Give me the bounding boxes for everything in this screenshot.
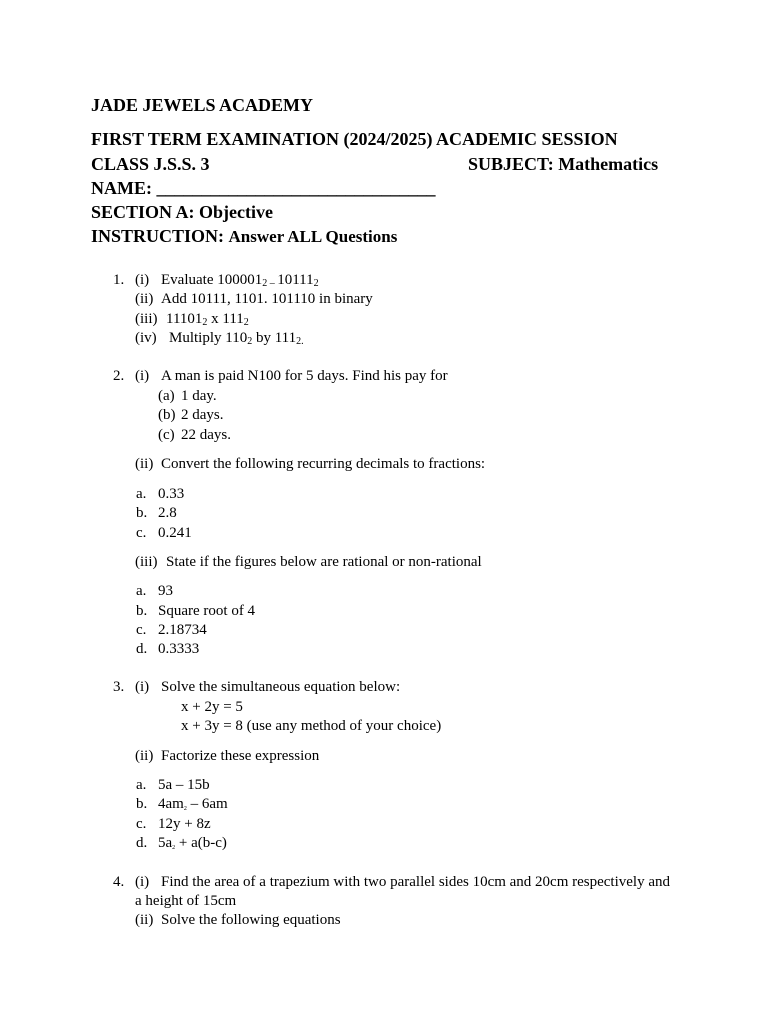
exam-title: FIRST TERM EXAMINATION (2024/2025) ACADEMIC SESSION bbox=[91, 129, 618, 149]
instruction-line bbox=[91, 226, 397, 247]
class-label: CLASS J.S.S. 3 bbox=[91, 154, 210, 174]
q2-i-c-label: (c) bbox=[158, 427, 175, 443]
q3-equation-1: x + 2y = 5 bbox=[181, 699, 243, 715]
q2-iii-d-text: 0.3333 bbox=[158, 641, 200, 657]
school-name: JADE JEWELS ACADEMY bbox=[91, 95, 314, 115]
q4-ii-text: Solve the following equations bbox=[161, 912, 341, 928]
q2-ii-b-text: 2.8 bbox=[158, 505, 177, 521]
q3-ii-b-text: $4am_2 - 6am$ bbox=[158, 796, 228, 812]
q2-i-label: (i) bbox=[135, 368, 150, 384]
q3-ii-a-label: a. bbox=[136, 777, 147, 793]
subject-value: Mathematics bbox=[558, 154, 659, 174]
q1-i-text: Evaluate $100001_2$ $_-$ $10111_2$ bbox=[161, 272, 319, 289]
q4-i-continued: a height of 15cm bbox=[135, 893, 237, 909]
q2-number: 2. bbox=[113, 368, 125, 384]
q4-ii-label: (ii) bbox=[135, 912, 154, 928]
name-line bbox=[91, 178, 436, 198]
q1-number: 1. bbox=[113, 272, 125, 288]
q2-ii-c-label: c. bbox=[136, 525, 147, 541]
q3-ii-b-label: b. bbox=[136, 796, 148, 812]
q2-iii-a-text: 93 bbox=[158, 583, 173, 599]
q2-iii-label: (iii) bbox=[135, 554, 158, 570]
q2-ii-text: Convert the following recurring decimals to fractions: bbox=[161, 456, 486, 472]
q2-i-a-text: 1 day. bbox=[181, 388, 217, 404]
q3-ii-c-text: 12y + 8z bbox=[158, 816, 211, 832]
name-blank: _______________________________ bbox=[156, 178, 436, 198]
q3-ii-text: Factorize these expression bbox=[161, 748, 320, 764]
q3-i-label: (i) bbox=[135, 679, 150, 695]
q2-iii-c-label: c. bbox=[136, 622, 147, 638]
q2-ii-b-label: b. bbox=[136, 505, 148, 521]
q3-ii-d-text: $5a_2 + a(b-c)$ bbox=[158, 835, 227, 851]
q4-number: 4. bbox=[113, 874, 125, 890]
q3-ii-a-text: 5a – 15b bbox=[158, 777, 210, 793]
q2-iii-c-text: 2.18734 bbox=[158, 622, 207, 638]
q2-iii-a-label: a. bbox=[136, 583, 147, 599]
q2-i-b-text: 2 days. bbox=[181, 407, 224, 423]
q1-i-label: (i) bbox=[135, 272, 150, 288]
q1-iv-text: Multiply $110_2$ by $111_{2.}$ bbox=[169, 330, 304, 347]
q3-ii-c-label: c. bbox=[136, 816, 147, 832]
q2-iii-b-text: Square root of 4 bbox=[158, 603, 256, 619]
q3-ii-label: (ii) bbox=[135, 748, 154, 764]
q1-iv-label: (iv) bbox=[135, 330, 157, 346]
q1-iii-label: (iii) bbox=[135, 311, 158, 327]
q1-iii-text: $11101_2$ x $111_2$ bbox=[166, 311, 249, 328]
q2-i-c-text: 22 days. bbox=[181, 427, 231, 443]
q1-ii-text: Add 10111, 1101. 101110 in binary bbox=[161, 291, 373, 307]
section-title: SECTION A: Objective bbox=[91, 202, 273, 222]
q3-i-text: Solve the simultaneous equation below: bbox=[161, 679, 401, 695]
q2-ii-a-label: a. bbox=[136, 486, 147, 502]
q4-i-label: (i) bbox=[135, 874, 150, 890]
instruction-label: INSTRUCTION: bbox=[91, 226, 225, 246]
q2-ii-c-text: 0.241 bbox=[158, 525, 192, 541]
name-label: NAME: bbox=[91, 178, 152, 198]
q2-iii-text: State if the figures below are rational or non-rational bbox=[166, 554, 482, 570]
q2-ii-a-text: 0.33 bbox=[158, 486, 185, 502]
q1-ii-label: (ii) bbox=[135, 291, 154, 307]
subject-label: SUBJECT: bbox=[468, 154, 554, 174]
subject-line bbox=[468, 154, 658, 174]
q3-equation-2: x + 3y = 8 (use any method of your choice) bbox=[181, 718, 442, 734]
q2-iii-d-label: d. bbox=[136, 641, 148, 657]
q2-iii-b-label: b. bbox=[136, 603, 148, 619]
q2-i-text: A man is paid N100 for 5 days. Find his pay for bbox=[161, 368, 448, 384]
instruction-text: Answer ALL Questions bbox=[228, 227, 398, 246]
q4-i-text: Find the area of a trapezium with two parallel sides 10cm and 20cm respectively and bbox=[161, 874, 670, 890]
q3-ii-d-label: d. bbox=[136, 835, 148, 851]
q2-i-b-label: (b) bbox=[158, 407, 176, 423]
q3-number: 3. bbox=[113, 679, 125, 695]
q2-i-a-label: (a) bbox=[158, 388, 175, 404]
q2-ii-label: (ii) bbox=[135, 456, 154, 472]
